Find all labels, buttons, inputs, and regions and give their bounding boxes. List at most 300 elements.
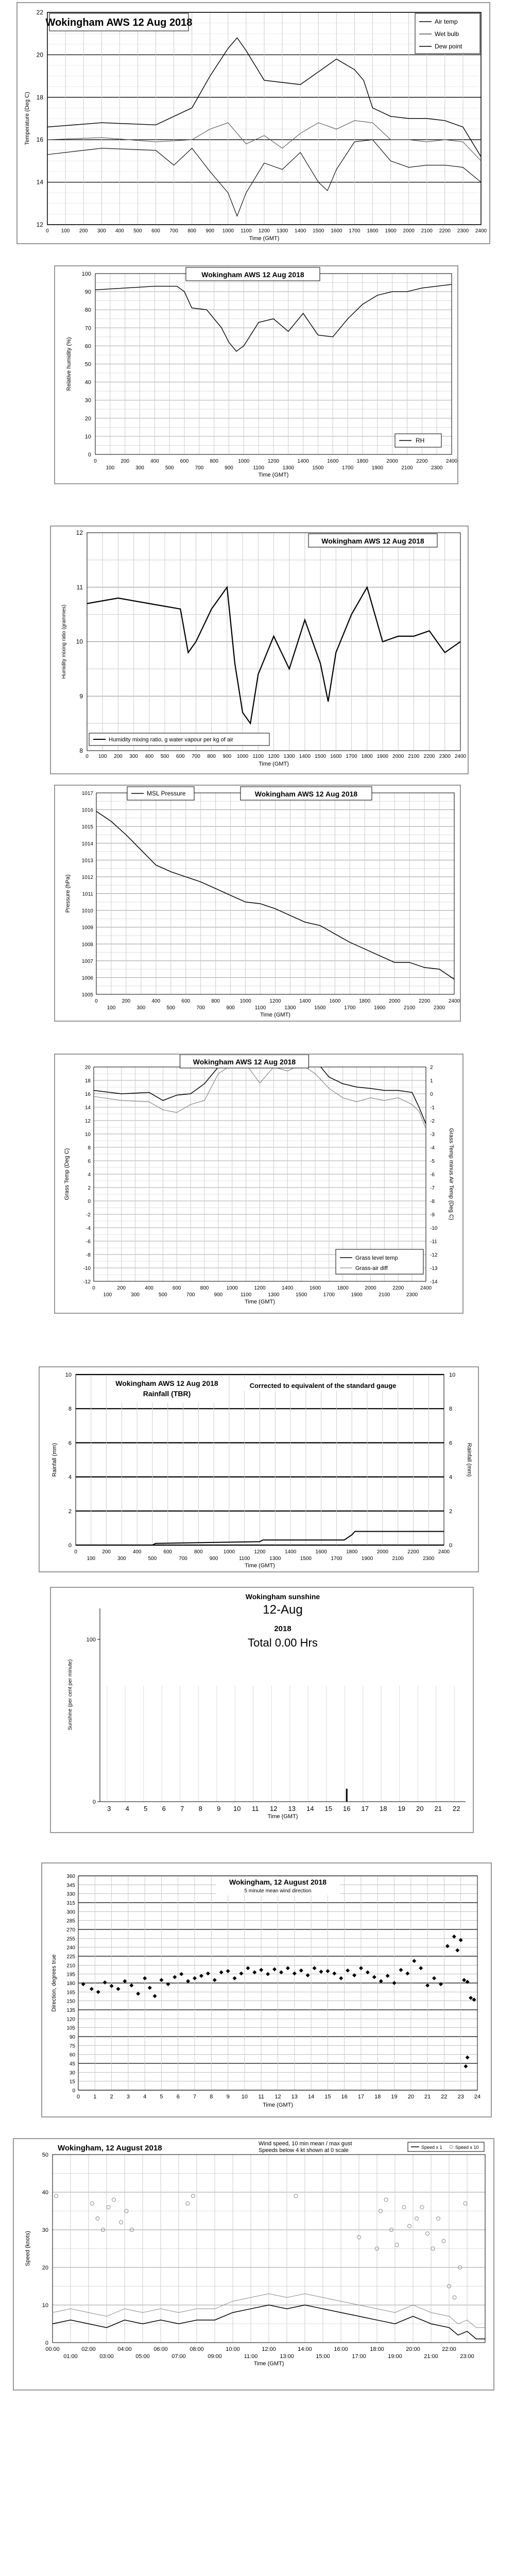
speed-x10-point bbox=[437, 2217, 440, 2221]
wind-direction-chart bbox=[42, 1863, 491, 2116]
y-tick-label-right: -3 bbox=[430, 1132, 435, 1138]
x-tick-label: 500 bbox=[166, 1005, 176, 1011]
y-tick-label: -6 bbox=[86, 1239, 91, 1245]
y-tick-label: -12 bbox=[83, 1279, 91, 1285]
x-tick-label: 12 bbox=[270, 1805, 278, 1812]
y-tick-label: 300 bbox=[66, 1909, 75, 1916]
x-axis-label: Time (GMT) bbox=[267, 1814, 298, 1820]
mixing-ratio-chart-panel bbox=[50, 526, 469, 774]
x-tick-label: 1900 bbox=[351, 1292, 363, 1298]
x-tick-label: 09:00 bbox=[208, 2353, 222, 2360]
direction-point bbox=[129, 1984, 133, 1988]
x-tick-label: 200 bbox=[121, 459, 130, 464]
y-tick-label: 330 bbox=[66, 1891, 75, 1897]
x-tick-label: 500 bbox=[165, 465, 174, 471]
y-tick-label: 10 bbox=[65, 1372, 72, 1378]
x-tick-label: 1500 bbox=[296, 1292, 307, 1298]
y-tick-label-right: -7 bbox=[430, 1185, 435, 1191]
y-tick-label: 18 bbox=[36, 93, 43, 101]
y-axis-label: Direction, degrees true bbox=[51, 1954, 57, 2012]
x-tick-label: 700 bbox=[195, 465, 204, 471]
direction-point bbox=[386, 1974, 390, 1978]
x-tick-label: 1500 bbox=[314, 1005, 326, 1011]
x-tick-label: 500 bbox=[159, 1292, 167, 1298]
y-tick-label: -10 bbox=[83, 1266, 91, 1272]
y-tick-label: 150 bbox=[66, 1998, 75, 2005]
y-axis-label: Humidity mixing ratio (grammes) bbox=[61, 604, 67, 679]
x-tick-label: 600 bbox=[172, 1285, 181, 1291]
speed-x10-point bbox=[420, 2206, 424, 2209]
direction-point bbox=[286, 1966, 290, 1970]
x-tick-label: 1500 bbox=[313, 228, 324, 234]
y-tick-label: 11 bbox=[76, 583, 83, 591]
x-tick-label: 100 bbox=[103, 1292, 112, 1298]
y-tick-label: 1013 bbox=[81, 858, 93, 864]
chart-title: Wokingham, 12 August 2018 bbox=[58, 2144, 162, 2153]
x-tick-label: 20 bbox=[416, 1805, 424, 1812]
x-tick-label: 1300 bbox=[269, 1556, 281, 1562]
chart-title: Wokingham AWS 12 Aug 2018 bbox=[115, 1379, 218, 1387]
x-tick-label: 1000 bbox=[226, 1285, 238, 1291]
y-tick-label-right: 2 bbox=[430, 1065, 433, 1071]
x-tick-label: 21 bbox=[434, 1805, 442, 1812]
y-tick-label: 180 bbox=[66, 1981, 75, 1987]
direction-point bbox=[116, 1987, 121, 1991]
x-tick-label: 08:00 bbox=[190, 2346, 204, 2352]
y-tick-label-right: 0 bbox=[430, 1092, 433, 1097]
direction-point bbox=[405, 1972, 409, 1976]
x-tick-label: 17 bbox=[361, 1805, 369, 1812]
x-tick-label: 1900 bbox=[374, 1005, 386, 1011]
x-tick-label: 1400 bbox=[299, 754, 311, 759]
x-tick-label: 300 bbox=[97, 228, 106, 234]
x-tick-label: 1800 bbox=[359, 998, 371, 1004]
y-tick-label-right: 0 bbox=[449, 1543, 453, 1549]
legend-label: RH bbox=[416, 437, 425, 444]
x-tick-label: 700 bbox=[192, 754, 200, 759]
x-tick-label: 11 bbox=[258, 2094, 264, 2100]
x-tick-label: 300 bbox=[131, 1292, 140, 1298]
x-tick-label: 1200 bbox=[254, 1549, 266, 1555]
sunshine-bar bbox=[346, 1789, 348, 1802]
direction-point bbox=[399, 1968, 403, 1972]
y-axis-label: Speed (knots) bbox=[25, 2231, 31, 2266]
x-tick-label: 2200 bbox=[423, 754, 435, 759]
speed-x10-point bbox=[402, 2206, 406, 2209]
y-tick-label-right: -9 bbox=[430, 1212, 435, 1218]
x-tick-label: 600 bbox=[176, 754, 185, 759]
x-tick-label: 2100 bbox=[401, 465, 413, 471]
x-tick-label: 1500 bbox=[300, 1556, 312, 1562]
direction-point bbox=[233, 1976, 237, 1980]
x-tick-label: 21 bbox=[424, 2094, 431, 2100]
y-tick-label: 255 bbox=[66, 1936, 75, 1942]
y-tick-label: 16 bbox=[36, 136, 43, 144]
y-tick-label: 1008 bbox=[81, 942, 93, 948]
x-tick-label: 3 bbox=[126, 2094, 130, 2100]
x-axis-label: Time (GMT) bbox=[245, 1563, 275, 1569]
x-axis-label: Time (GMT) bbox=[245, 1299, 275, 1305]
x-tick-label: 9 bbox=[226, 2094, 230, 2100]
x-tick-label: 1900 bbox=[385, 228, 397, 234]
y-tick-label: 315 bbox=[66, 1901, 75, 1906]
chart-date: 12-Aug bbox=[263, 1603, 303, 1617]
speed-x10-point bbox=[415, 2217, 419, 2221]
direction-point bbox=[319, 1970, 323, 1974]
x-tick-label: 900 bbox=[209, 1556, 218, 1562]
direction-point bbox=[412, 1959, 416, 1963]
y-tick-label: 80 bbox=[84, 307, 91, 314]
y-tick-label: 90 bbox=[84, 289, 91, 296]
x-tick-label: 3 bbox=[107, 1805, 111, 1812]
x-tick-label: 1000 bbox=[239, 998, 251, 1004]
direction-point bbox=[379, 1979, 383, 1984]
y-tick-label: 40 bbox=[84, 379, 91, 386]
direction-point bbox=[90, 1987, 94, 1991]
y-tick-label-right: -13 bbox=[430, 1266, 438, 1272]
y-tick-label: 22 bbox=[36, 9, 43, 16]
x-tick-label: 1300 bbox=[282, 465, 294, 471]
x-tick-label: 1600 bbox=[330, 754, 342, 759]
x-tick-label: 1600 bbox=[327, 459, 339, 464]
chart-subtitle: Rainfall (TBR) bbox=[143, 1389, 191, 1398]
speed-x10-point bbox=[112, 2198, 116, 2201]
y-tick-label: 1015 bbox=[81, 824, 93, 831]
direction-point bbox=[279, 1970, 283, 1974]
x-tick-label: 16 bbox=[341, 2094, 348, 2100]
x-tick-label: 1700 bbox=[323, 1292, 335, 1298]
x-tick-label: 300 bbox=[117, 1556, 126, 1562]
y-tick-label: 20 bbox=[36, 51, 43, 59]
direction-point bbox=[392, 1981, 397, 1985]
y-tick-label: 1014 bbox=[81, 841, 93, 847]
x-tick-label: 2300 bbox=[433, 1005, 445, 1011]
x-tick-label: 0 bbox=[76, 2094, 80, 2100]
legend-label: Dew point bbox=[435, 43, 462, 50]
y-tick-label: 0 bbox=[68, 1543, 72, 1549]
x-tick-label: 0 bbox=[94, 459, 97, 464]
direction-point bbox=[96, 1990, 100, 1994]
x-tick-label: 400 bbox=[151, 998, 161, 1004]
x-tick-label: 1300 bbox=[276, 228, 288, 234]
x-axis-label: Time (GMT) bbox=[260, 1012, 290, 1018]
x-tick-label: 7 bbox=[193, 2094, 197, 2100]
x-tick-label: 700 bbox=[179, 1556, 187, 1562]
y-tick-label: 75 bbox=[69, 2043, 75, 2049]
y-tick-label: 0 bbox=[72, 2088, 75, 2094]
y-tick-label-right: -14 bbox=[430, 1279, 438, 1285]
y-tick-label: 20 bbox=[42, 2265, 48, 2271]
x-tick-label: 19:00 bbox=[388, 2353, 402, 2360]
y-tick-label-right: -5 bbox=[430, 1159, 435, 1164]
x-tick-label: 2100 bbox=[379, 1292, 390, 1298]
x-tick-label: 400 bbox=[115, 228, 124, 234]
x-tick-label: 16 bbox=[343, 1805, 351, 1812]
x-tick-label: 1900 bbox=[371, 465, 383, 471]
x-tick-label: 100 bbox=[87, 1556, 96, 1562]
x-tick-label: 23 bbox=[457, 2094, 464, 2100]
x-tick-label: 1400 bbox=[284, 1549, 297, 1555]
x-tick-label: 2100 bbox=[408, 754, 420, 759]
y-tick-label: 360 bbox=[66, 1874, 75, 1879]
mixing-ratio-chart bbox=[51, 527, 468, 773]
direction-point bbox=[173, 1975, 177, 1979]
x-tick-label: 700 bbox=[196, 1005, 205, 1011]
x-tick-label: 800 bbox=[187, 228, 197, 234]
x-tick-label: 2400 bbox=[448, 998, 460, 1004]
x-tick-label: 1100 bbox=[253, 465, 264, 471]
x-tick-label: 0 bbox=[95, 998, 98, 1004]
direction-point bbox=[148, 1986, 152, 1990]
y-tick-label: 12 bbox=[84, 1118, 91, 1124]
y-tick-label: 0 bbox=[88, 1199, 91, 1205]
direction-point bbox=[246, 1966, 250, 1970]
y-tick-label-right: -11 bbox=[430, 1239, 437, 1245]
humidity-chart-panel bbox=[54, 265, 458, 484]
y-tick-label: 1012 bbox=[81, 874, 93, 880]
direction-point bbox=[136, 1992, 140, 1996]
direction-point bbox=[239, 1972, 243, 1976]
direction-point bbox=[143, 1976, 147, 1980]
chart-subtitle: Wind speed, 10 min mean / max gust bbox=[259, 2141, 352, 2147]
y-tick-label: -2 bbox=[86, 1212, 91, 1218]
y-tick-label-right: -6 bbox=[430, 1172, 435, 1178]
x-tick-label: 2400 bbox=[475, 228, 487, 234]
y-tick-label: 90 bbox=[69, 2035, 75, 2040]
x-tick-label: 300 bbox=[136, 1005, 146, 1011]
pressure-chart-panel bbox=[54, 785, 461, 1022]
x-tick-label: 14 bbox=[307, 2094, 315, 2100]
x-tick-label: 1300 bbox=[283, 754, 295, 759]
y-tick-label: 8 bbox=[88, 1145, 91, 1151]
legend-label: MSL Pressure bbox=[147, 790, 186, 797]
x-tick-label: 400 bbox=[145, 1285, 153, 1291]
x-tick-label: 1200 bbox=[267, 459, 280, 464]
direction-point bbox=[179, 1972, 183, 1976]
direction-point bbox=[153, 1994, 157, 1998]
y-tick-label: 100 bbox=[86, 1637, 96, 1643]
y-axis-label: Grass Temp (Deg C) bbox=[64, 1148, 70, 1200]
direction-point bbox=[219, 1970, 224, 1974]
x-tick-label: 700 bbox=[169, 228, 178, 234]
x-tick-label: 1400 bbox=[297, 459, 309, 464]
rainfall-chart bbox=[40, 1367, 478, 1571]
x-tick-label: 06:00 bbox=[153, 2346, 168, 2352]
x-tick-label: 1200 bbox=[258, 228, 270, 234]
x-tick-label: 17:00 bbox=[352, 2353, 366, 2360]
x-tick-label: 500 bbox=[160, 754, 169, 759]
x-tick-label: 1800 bbox=[356, 459, 369, 464]
chart-subtitle: 5 minute mean wind direction bbox=[244, 1888, 312, 1894]
x-tick-label: 0 bbox=[74, 1549, 77, 1555]
grass-temp-chart-panel bbox=[54, 1054, 464, 1314]
y-tick-label: -8 bbox=[86, 1252, 91, 1258]
x-tick-label: 16:00 bbox=[334, 2346, 348, 2352]
speed-x10-point bbox=[294, 2194, 298, 2198]
y-tick-label: 8 bbox=[79, 747, 83, 754]
x-tick-label: 2000 bbox=[392, 754, 404, 759]
speed-x10-point bbox=[55, 2194, 58, 2198]
y-tick-label: 30 bbox=[84, 397, 91, 404]
y-tick-label: 14 bbox=[36, 178, 43, 186]
x-tick-label: 1800 bbox=[361, 754, 373, 759]
x-tick-label: 1500 bbox=[315, 754, 327, 759]
x-tick-label: 6 bbox=[176, 2094, 180, 2100]
x-tick-label: 18 bbox=[374, 2094, 381, 2100]
y-tick-label: -4 bbox=[86, 1226, 91, 1231]
y-tick-label: 165 bbox=[66, 1990, 75, 1996]
x-tick-label: 00:00 bbox=[45, 2346, 60, 2352]
x-tick-label: 6 bbox=[162, 1805, 166, 1812]
x-tick-label: 800 bbox=[211, 998, 220, 1004]
x-tick-label: 13 bbox=[291, 2094, 298, 2100]
y-tick-label: 20 bbox=[84, 415, 91, 422]
x-tick-label: 15 bbox=[324, 2094, 331, 2100]
direction-point bbox=[110, 1984, 114, 1988]
sunshine-chart bbox=[51, 1588, 473, 1832]
y-tick-label-right: -8 bbox=[430, 1199, 435, 1205]
y-tick-label: 1016 bbox=[81, 807, 93, 814]
y-tick-label-right: -1 bbox=[430, 1105, 435, 1111]
x-tick-label: 2300 bbox=[439, 754, 451, 759]
chart-note: Speeds below 4 kt shown at 0 scale bbox=[259, 2147, 349, 2154]
x-tick-label: 600 bbox=[151, 228, 160, 234]
x-tick-label: 200 bbox=[117, 1285, 126, 1291]
x-tick-label: 100 bbox=[106, 465, 115, 471]
x-tick-label: 1300 bbox=[284, 1005, 296, 1011]
x-tick-label: 1700 bbox=[344, 1005, 356, 1011]
y-tick-label: 12 bbox=[36, 221, 43, 228]
x-tick-label: 1500 bbox=[312, 465, 324, 471]
x-tick-label: 2400 bbox=[445, 459, 457, 464]
direction-point bbox=[332, 1972, 336, 1976]
speed-x10-point bbox=[384, 2198, 388, 2201]
speed-x10-point bbox=[408, 2224, 411, 2228]
x-tick-label: 700 bbox=[186, 1292, 195, 1298]
direction-point bbox=[159, 1978, 163, 1982]
x-tick-label: 2100 bbox=[392, 1556, 404, 1562]
direction-point bbox=[469, 1996, 473, 2000]
direction-point bbox=[455, 1948, 459, 1952]
speed-x10-point bbox=[464, 2201, 467, 2205]
x-tick-label: 400 bbox=[132, 1549, 142, 1555]
temperature-chart-panel bbox=[16, 2, 490, 244]
x-tick-label: 2400 bbox=[438, 1549, 450, 1555]
x-tick-label: 21:00 bbox=[424, 2353, 438, 2360]
relative-humidity-chart bbox=[55, 266, 457, 483]
y-tick-label: 225 bbox=[66, 1954, 75, 1960]
x-tick-label: 1000 bbox=[222, 228, 234, 234]
direction-point bbox=[299, 1969, 303, 1973]
direction-point bbox=[293, 1972, 297, 1976]
x-tick-label: 0 bbox=[92, 1285, 95, 1291]
x-tick-label: 1000 bbox=[223, 1549, 235, 1555]
x-tick-label: 2000 bbox=[389, 998, 401, 1004]
x-tick-label: 1100 bbox=[241, 228, 252, 234]
x-tick-label: 4 bbox=[125, 1805, 129, 1812]
direction-point bbox=[339, 1976, 343, 1980]
y-tick-label: 40 bbox=[42, 2190, 48, 2196]
x-tick-label: 900 bbox=[225, 465, 233, 471]
speed-x10-point bbox=[107, 2206, 110, 2209]
x-tick-label: 500 bbox=[148, 1556, 157, 1562]
x-tick-label: 300 bbox=[135, 465, 144, 471]
chart-title: Wokingham AWS 12 Aug 2018 bbox=[193, 1058, 296, 1066]
x-tick-label: 2300 bbox=[423, 1556, 435, 1562]
x-tick-label: 200 bbox=[102, 1549, 111, 1555]
direction-point bbox=[206, 1972, 210, 1976]
y-tick-label: 10 bbox=[84, 433, 91, 440]
x-tick-label: 1200 bbox=[268, 754, 280, 759]
x-tick-label: 200 bbox=[79, 228, 88, 234]
y-tick-label: 50 bbox=[84, 361, 91, 368]
y-tick-label: 6 bbox=[68, 1440, 72, 1447]
x-tick-label: 1100 bbox=[252, 754, 264, 759]
y-tick-label: 0 bbox=[45, 2340, 48, 2346]
y-tick-label-right: -4 bbox=[430, 1145, 435, 1151]
y-tick-label: 60 bbox=[84, 343, 91, 350]
y-axis-label-right: Grass Temp minus Air Temp (Deg C) bbox=[448, 1128, 454, 1221]
wind-speed-chart bbox=[14, 2139, 493, 2389]
x-tick-label: 2200 bbox=[407, 1549, 419, 1555]
x-tick-label: 1900 bbox=[376, 754, 389, 759]
y-tick-label: 20 bbox=[84, 1065, 91, 1071]
x-axis-label: Time (GMT) bbox=[258, 472, 289, 478]
legend-label: Speed x 1 bbox=[421, 2145, 442, 2150]
x-tick-label: 2000 bbox=[376, 1549, 388, 1555]
x-tick-label: 100 bbox=[107, 1005, 116, 1011]
x-tick-label: 100 bbox=[61, 228, 70, 234]
x-tick-label: 02:00 bbox=[81, 2346, 96, 2352]
x-tick-label: 19 bbox=[398, 1805, 405, 1812]
x-tick-label: 800 bbox=[200, 1285, 209, 1291]
x-tick-label: 400 bbox=[145, 754, 154, 759]
x-tick-label: 20 bbox=[407, 2094, 414, 2100]
rainfall-chart-panel bbox=[39, 1366, 479, 1572]
y-axis-label: Sunshine (per cent per minute) bbox=[67, 1659, 73, 1731]
speed-x10-point bbox=[395, 2243, 399, 2247]
direction-point bbox=[472, 1997, 476, 2002]
y-tick-label-right: 10 bbox=[449, 1372, 456, 1378]
y-tick-label: 1007 bbox=[81, 958, 93, 964]
x-tick-label: 600 bbox=[181, 998, 191, 1004]
x-tick-label: 600 bbox=[180, 459, 189, 464]
y-tick-label: 345 bbox=[66, 1883, 75, 1889]
y-tick-label: 10 bbox=[84, 1132, 91, 1138]
x-tick-label: 10:00 bbox=[226, 2346, 240, 2352]
x-tick-label: 1100 bbox=[254, 1005, 266, 1011]
y-tick-label: 2 bbox=[88, 1185, 91, 1191]
x-tick-label: 2100 bbox=[404, 1005, 416, 1011]
direction-point bbox=[466, 2055, 470, 2059]
x-tick-label: 1600 bbox=[315, 1549, 327, 1555]
chart-title: Wokingham AWS 12 Aug 2018 bbox=[45, 17, 193, 28]
x-tick-label: 1200 bbox=[254, 1285, 266, 1291]
x-tick-label: 13 bbox=[288, 1805, 296, 1812]
direction-point bbox=[352, 1973, 356, 1977]
sunshine-total: Total 0.00 Hrs bbox=[248, 1636, 318, 1649]
chart-title: Wokingham, 12 August 2018 bbox=[229, 1878, 327, 1886]
y-tick-label: 30 bbox=[69, 2070, 75, 2076]
y-axis-label: Temperature (Deg C) bbox=[24, 92, 30, 145]
x-tick-label: 800 bbox=[210, 459, 219, 464]
y-tick-label: 285 bbox=[66, 1918, 75, 1924]
y-axis-label: Rainfall (mm) bbox=[52, 1443, 58, 1477]
x-tick-label: 100 bbox=[98, 754, 107, 759]
y-tick-label: 10 bbox=[76, 638, 83, 646]
x-tick-label: 1400 bbox=[282, 1285, 294, 1291]
y-axis-label-right: Rainfall (mm) bbox=[466, 1443, 472, 1477]
